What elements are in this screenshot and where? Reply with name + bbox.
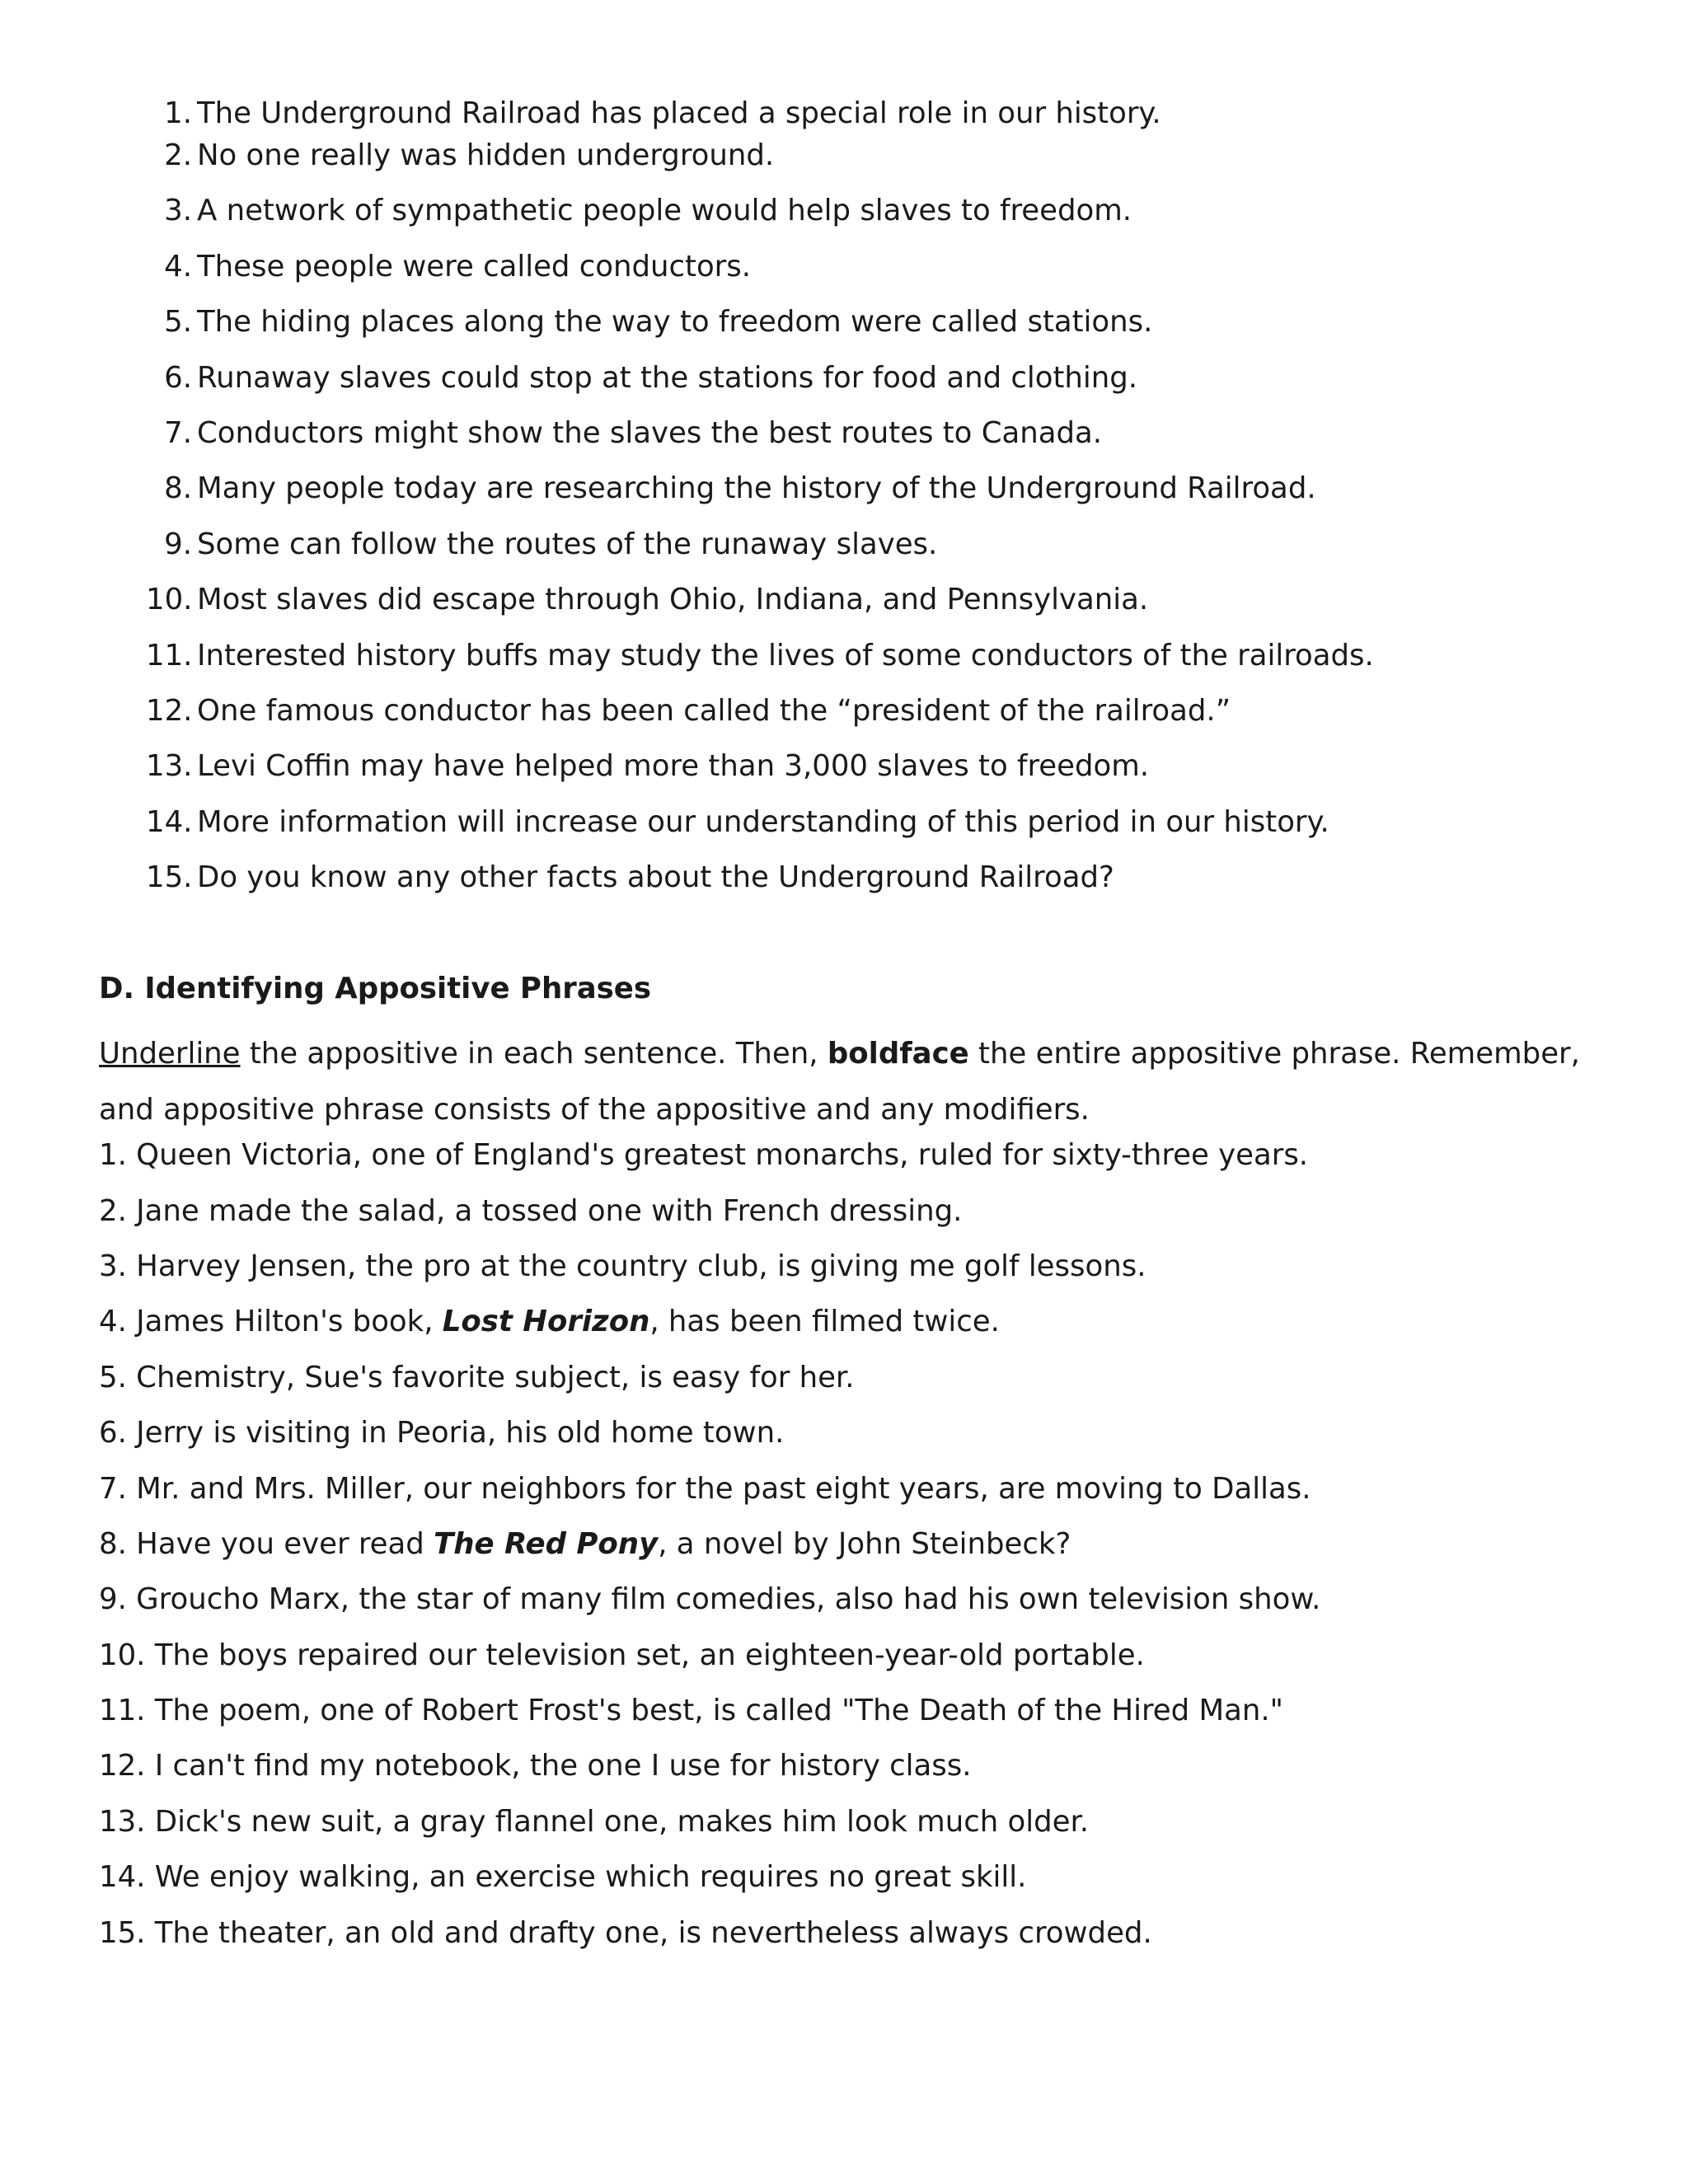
sentence-text: 2. Jane made the salad, a tossed one with French dressing. xyxy=(99,1193,963,1228)
sentence-text: 6. Jerry is visiting in Peoria, his old home town. xyxy=(99,1416,785,1451)
list-item-text: Levi Coffin may have helped more than 3,000 slaves to freedom. xyxy=(197,749,1150,784)
list-item xyxy=(146,249,1613,304)
list-item xyxy=(146,471,1613,526)
list-item xyxy=(146,360,1613,415)
list-item-number: 8. xyxy=(164,471,192,506)
list-item xyxy=(146,415,1613,471)
sentence-text: 13. Dick's new suit, a gray flannel one, makes him look much older. xyxy=(99,1804,1090,1839)
list-item xyxy=(99,1748,1582,1803)
list-item xyxy=(146,638,1613,693)
list-item xyxy=(146,304,1613,359)
instructions xyxy=(99,1026,1582,1137)
list-item-text: A network of sympathetic people would help slaves to freedom. xyxy=(197,194,1132,228)
list-item xyxy=(99,1526,1582,1582)
list-item-number: 15. xyxy=(146,860,193,895)
sentence-text: 1. Queen Victoria, one of England's greatest monarchs, ruled for sixty-three years. xyxy=(99,1138,1309,1173)
sentence-text: 14. We enjoy walking, an exercise which requires no great skill. xyxy=(99,1860,1027,1895)
list-item xyxy=(99,1859,1582,1915)
instructions-line xyxy=(99,1026,1582,1081)
list-item-text: Do you know any other facts about the Underground Railroad? xyxy=(197,860,1114,895)
list-item xyxy=(99,1249,1582,1304)
list-item-text: Conductors might show the slaves the best routes to Canada. xyxy=(197,415,1103,450)
sentence-text: 11. The poem, one of Robert Frost's best, is called "The Death of the Hired Man." xyxy=(99,1694,1283,1728)
list-item xyxy=(99,1415,1582,1470)
list-item-number: 3. xyxy=(164,194,192,228)
list-item xyxy=(146,96,1613,138)
title-text: The Red Pony xyxy=(434,1526,659,1561)
list-item xyxy=(99,1693,1582,1748)
list-item xyxy=(146,527,1613,582)
list-item xyxy=(146,804,1613,860)
list-item-text: Some can follow the routes of the runaway slaves. xyxy=(197,527,938,561)
sentence-text: 3. Harvey Jensen, the pro at the country club, is giving me golf lessons. xyxy=(99,1249,1146,1283)
sentence-text: 8. Have you ever read xyxy=(99,1526,434,1561)
list-item-text: Runaway slaves could stop at the stations for food and clothing. xyxy=(197,360,1138,395)
list-item-number: 12. xyxy=(146,693,193,728)
list-item-text: The Underground Railroad has placed a special role in our history. xyxy=(197,96,1161,130)
list-item xyxy=(99,1193,1582,1249)
list-item xyxy=(99,1804,1582,1859)
list-item xyxy=(99,1915,1582,1971)
section-d xyxy=(99,971,1582,1971)
list-item xyxy=(146,582,1613,637)
instructions-line: and appositive phrase consists of the appositive and any modifiers. xyxy=(99,1092,1090,1127)
sentence-text: 9. Groucho Marx, the star of many film comedies, also had his own television show. xyxy=(99,1582,1321,1617)
list-item xyxy=(99,1360,1582,1415)
list-item xyxy=(99,1471,1582,1526)
list-item-text: One famous conductor has been called the “president of the railroad.” xyxy=(197,693,1231,728)
list-item-number: 7. xyxy=(164,415,192,450)
instructions-text: the appositive in each sentence. Then, xyxy=(240,1037,828,1071)
sentence-text: 12. I can't find my notebook, the one I use for history class. xyxy=(99,1749,972,1783)
list-item-number: 6. xyxy=(164,360,192,395)
underline-word: Underline xyxy=(99,1037,241,1071)
appositive-list xyxy=(99,1137,1582,1971)
list-item xyxy=(146,860,1613,915)
sentence-text: 15. The theater, an old and drafty one, is nevertheless always crowded. xyxy=(99,1915,1152,1950)
sentence-text: , has been filmed twice. xyxy=(649,1305,1000,1339)
sentence-list xyxy=(146,96,1613,915)
instructions-text: the entire appositive phrase. Remember, xyxy=(968,1037,1580,1071)
list-item-number: 5. xyxy=(164,305,192,340)
list-item-text: Most slaves did escape through Ohio, Indiana, and Pennsylvania. xyxy=(197,583,1149,617)
list-item-number: 11. xyxy=(146,638,193,673)
title-text: Lost Horizon xyxy=(442,1305,650,1339)
list-item xyxy=(146,138,1613,193)
list-item xyxy=(99,1638,1582,1693)
sentence-text: 4. James Hilton's book, xyxy=(99,1305,443,1339)
sentence-text: 7. Mr. and Mrs. Miller, our neighbors for the past eight years, are moving to Dallas. xyxy=(99,1471,1311,1506)
list-item-text: These people were called conductors. xyxy=(197,249,752,284)
sentence-text: , a novel by John Steinbeck? xyxy=(658,1526,1071,1561)
list-item-text: No one really was hidden underground. xyxy=(197,138,775,172)
list-item-text: More information will increase our understanding of this period in our history. xyxy=(197,804,1329,839)
list-item-number: 10. xyxy=(146,583,193,617)
list-item-number: 13. xyxy=(146,749,193,784)
boldface-word: boldface xyxy=(827,1037,969,1071)
list-item-text: Many people today are researching the history of the Underground Railroad. xyxy=(197,471,1316,506)
list-item xyxy=(146,693,1613,748)
list-item-number: 1. xyxy=(164,96,192,130)
section-title: D. Identifying Appositive Phrases xyxy=(99,972,652,1005)
list-item-number: 4. xyxy=(164,249,192,284)
list-item xyxy=(146,748,1613,804)
list-item-number: 2. xyxy=(164,138,192,172)
sentence-text: 5. Chemistry, Sue's favorite subject, is easy for her. xyxy=(99,1360,855,1394)
sentence-text: 10. The boys repaired our television set, an eighteen-year-old portable. xyxy=(99,1638,1145,1672)
list-item-number: 9. xyxy=(164,527,192,561)
list-item xyxy=(99,1304,1582,1359)
list-item xyxy=(146,193,1613,248)
list-item xyxy=(99,1137,1582,1193)
list-item-text: The hiding places along the way to freedom were called stations. xyxy=(197,305,1153,340)
list-item-text: Interested history buffs may study the lives of some conductors of the railroads. xyxy=(197,638,1374,673)
list-item xyxy=(99,1582,1582,1637)
list-item-number: 14. xyxy=(146,804,193,839)
